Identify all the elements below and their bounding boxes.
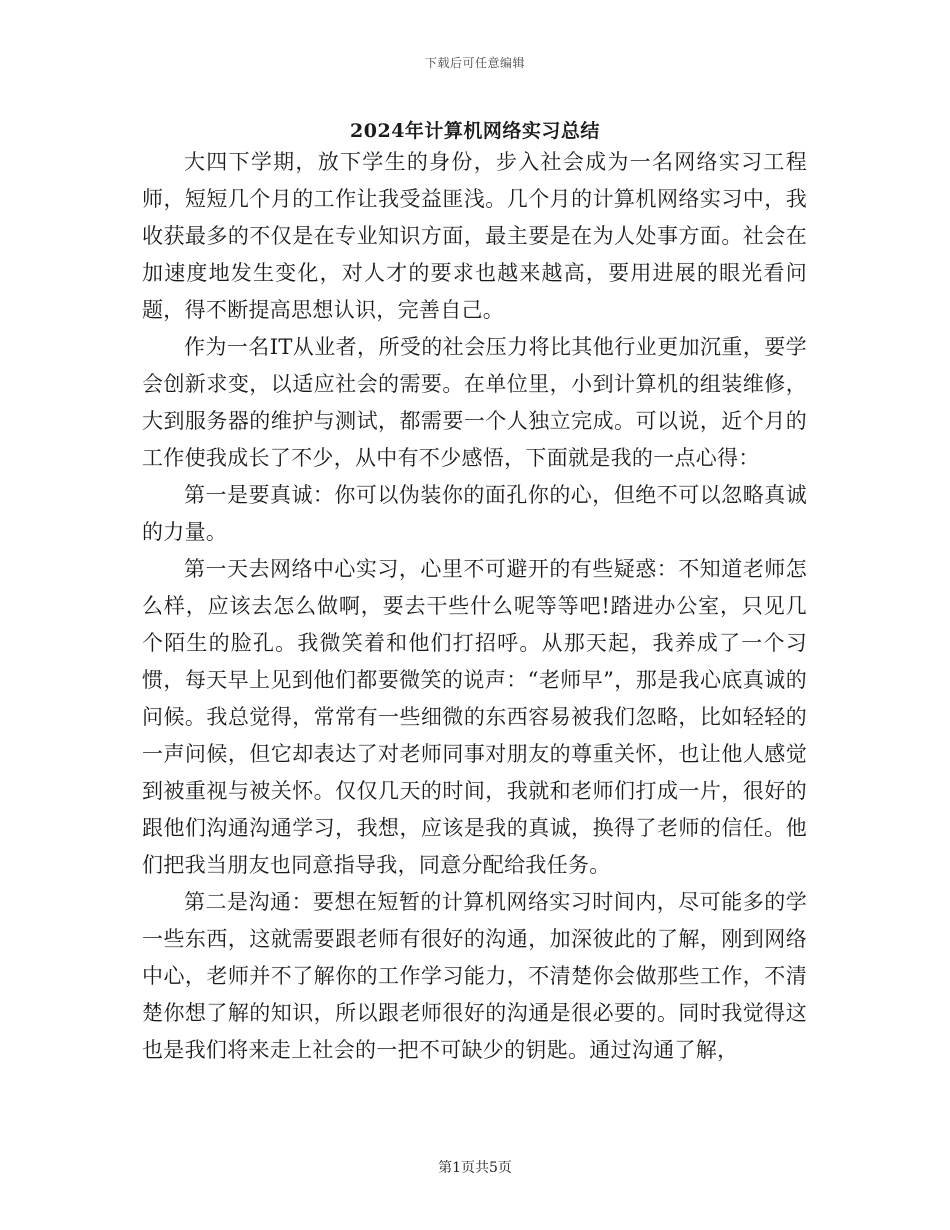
- paragraph-3: 第一是要真诚：你可以伪装你的面孔你的心，但绝不可以忽略真诚的力量。: [142, 483, 807, 544]
- document-title: 2024年计算机网络实习总结: [350, 120, 600, 142]
- header-note: 下载后可任意编辑: [424, 56, 525, 70]
- paragraph-2: 作为一名IT从业者，所受的社会压力将比其他行业更加沉重，要学会创新求变，以适应社会的需要。在单位里，小到计算机的组装维修，大到服务器的维护与测试，都需要一个人独立完成。可以说，近个月的工作使我成长了不少，从中有不少感悟，下面就是我的一点心得：: [142, 335, 807, 470]
- paragraph-1: 大四下学期，放下学生的身份，步入社会成为一名网络实习工程师，短短几个月的工作让我受益匪浅。几个月的计算机网络实习中，我收获最多的不仅是在专业知识方面，最主要是在为人处事方面。社会在加速度地发生变化，对人才的要求也越来越高，要用进展的眼光看问题，得不断提高思想认识，完善自己。: [142, 150, 807, 322]
- paragraph-4: 第一天去网络中心实习，心里不可避开的有些疑惑：不知道老师怎么样，应该去怎么做啊，要去干些什么呢等等吧!踏进办公室，只见几个陌生的脸孔。我微笑着和他们打招呼。从那天起，我养成了一个习惯，每天早上见到他们都要微笑的说声：“老师早”，那是我心底真诚的问候。我总觉得，常常有一些细微的东西容易被我们忽略，比如轻轻的一声问候，但它却表达了对老师同事对朋友的尊重关怀，也让他人感觉到被重视与被关怀。仅仅几天的时间，我就和老师们打成一片，很好的跟他们沟通沟通学习，我想，应该是我的真诚，换得了老师的信任。他们把我当朋友也同意指导我，同意分配给我任务。: [142, 557, 807, 877]
- page-number: 第1页共5页: [438, 1160, 512, 1176]
- document-body: [142, 144, 807, 1069]
- paragraph-5: 第二是沟通：要想在短暂的计算机网络实习时间内，尽可能多的学一些东西，这就需要跟老师有很好的沟通，加深彼此的了解，刚到网络中心，老师并不了解你的工作学习能力，不清楚你会做那些工作，不清楚你想了解的知识，所以跟老师很好的沟通是很必要的。同时我觉得这也是我们将来走上社会的一把不可缺少的钥匙。通过沟通了解，: [142, 890, 807, 1062]
